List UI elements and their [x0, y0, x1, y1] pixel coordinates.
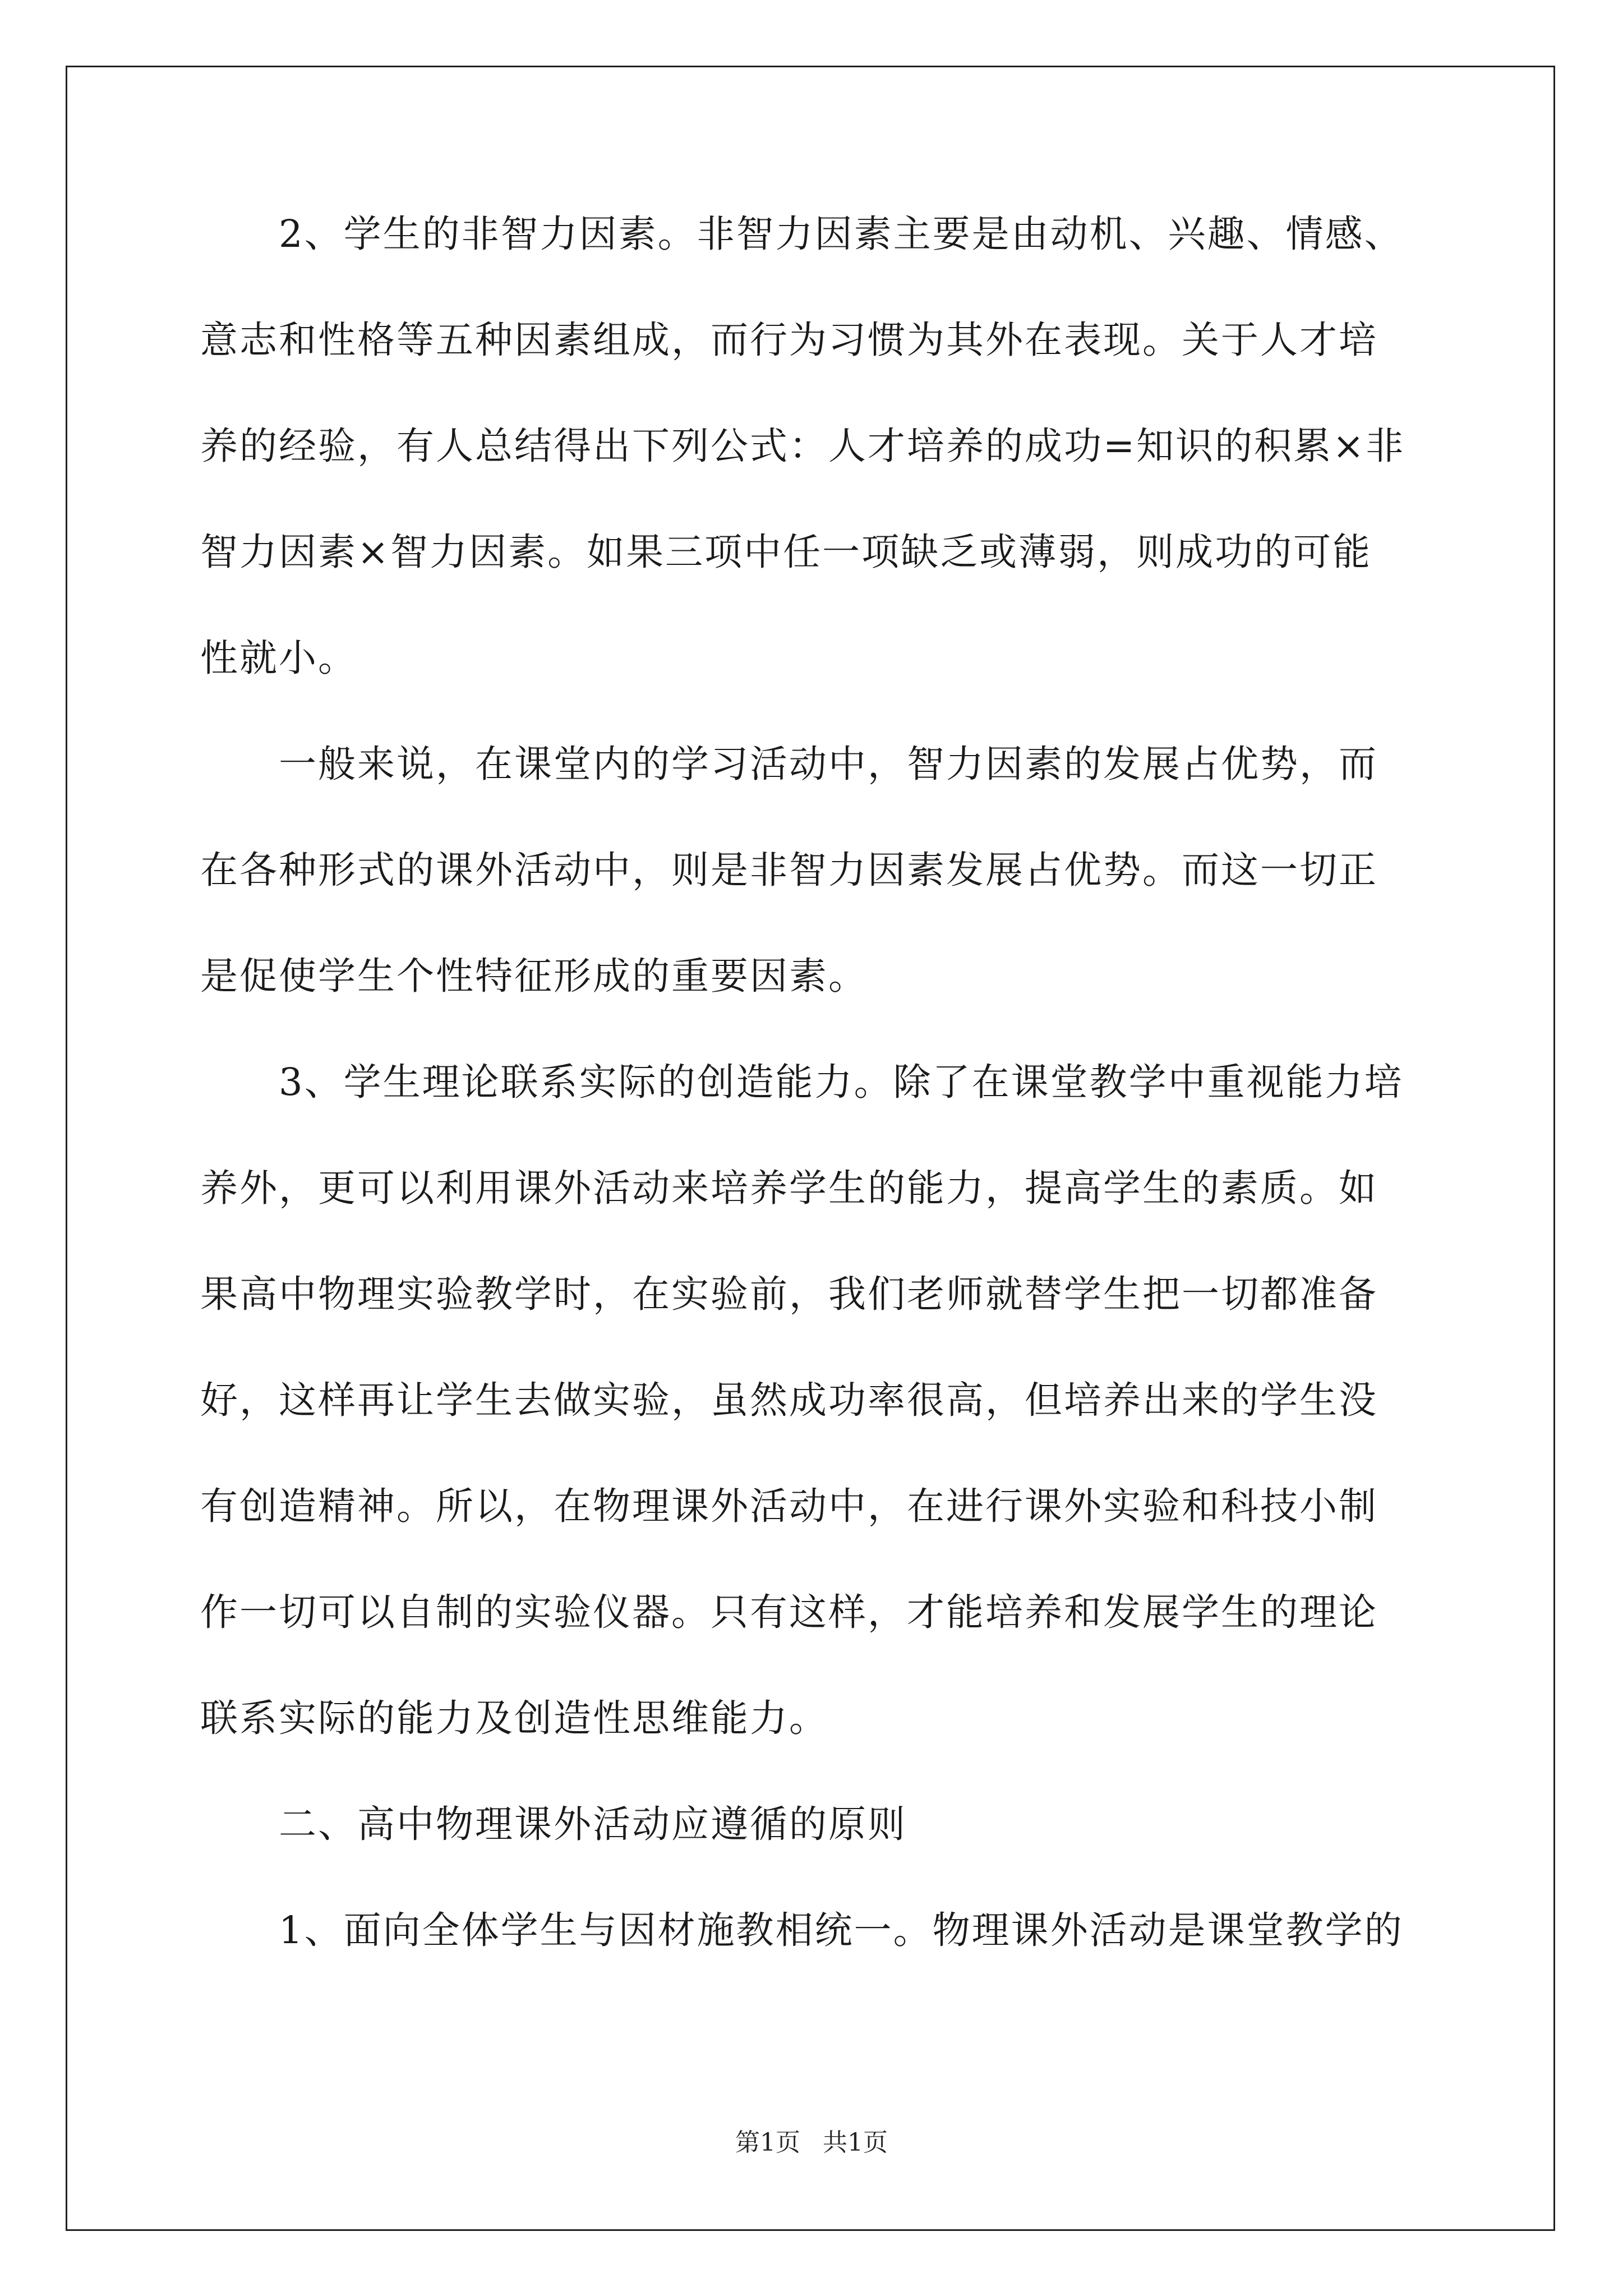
text-line: 性就小。 [200, 636, 357, 680]
text-line: 意志和性格等五种因素组成，而行为习惯为其外在表现。关于人才培 [200, 318, 1378, 362]
text-line: 智力因素×智力因素。如果三项中任一项缺乏或薄弱，则成功的可能 [200, 530, 1372, 574]
page-footer [0, 2126, 1623, 2160]
document-body [200, 209, 1428, 2011]
text-line: 养外，更可以利用课外活动来培养学生的能力，提高学生的素质。如 [200, 1166, 1378, 1210]
page-total: 共1页 [823, 2128, 888, 2157]
text-line: 1、面向全体学生与因材施教相统一。物理课外活动是课堂教学的 [279, 1908, 1404, 1952]
text-line: 2、学生的非智力因素。非智力因素主要是由动机、兴趣、情感、 [279, 212, 1404, 256]
text-line: 一般来说，在课堂内的学习活动中，智力因素的发展占优势，而 [279, 742, 1378, 786]
text-line: 是促使学生个性特征形成的重要因素。 [200, 954, 868, 998]
text-line: 作一切可以自制的实验仪器。只有这样，才能培养和发展学生的理论 [200, 1590, 1378, 1634]
text-line: 在各种形式的课外活动中，则是非智力因素发展占优势。而这一切正 [200, 848, 1378, 892]
page-number: 第1页 [735, 2128, 800, 2157]
text-line: 有创造精神。所以，在物理课外活动中，在进行课外实验和科技小制 [200, 1484, 1378, 1528]
section-heading: 二、高中物理课外活动应遵循的原则 [279, 1802, 907, 1846]
text-line: 养的经验，有人总结得出下列公式：人才培养的成功=知识的积累×非 [200, 424, 1405, 468]
text-line: 好，这样再让学生去做实验，虽然成功率很高，但培养出来的学生没 [200, 1378, 1378, 1422]
text-line: 果高中物理实验教学时，在实验前，我们老师就替学生把一切都准备 [200, 1272, 1378, 1316]
text-line: 联系实际的能力及创造性思维能力。 [200, 1696, 828, 1740]
text-line: 3、学生理论联系实际的创造能力。除了在课堂教学中重视能力培 [279, 1060, 1404, 1104]
